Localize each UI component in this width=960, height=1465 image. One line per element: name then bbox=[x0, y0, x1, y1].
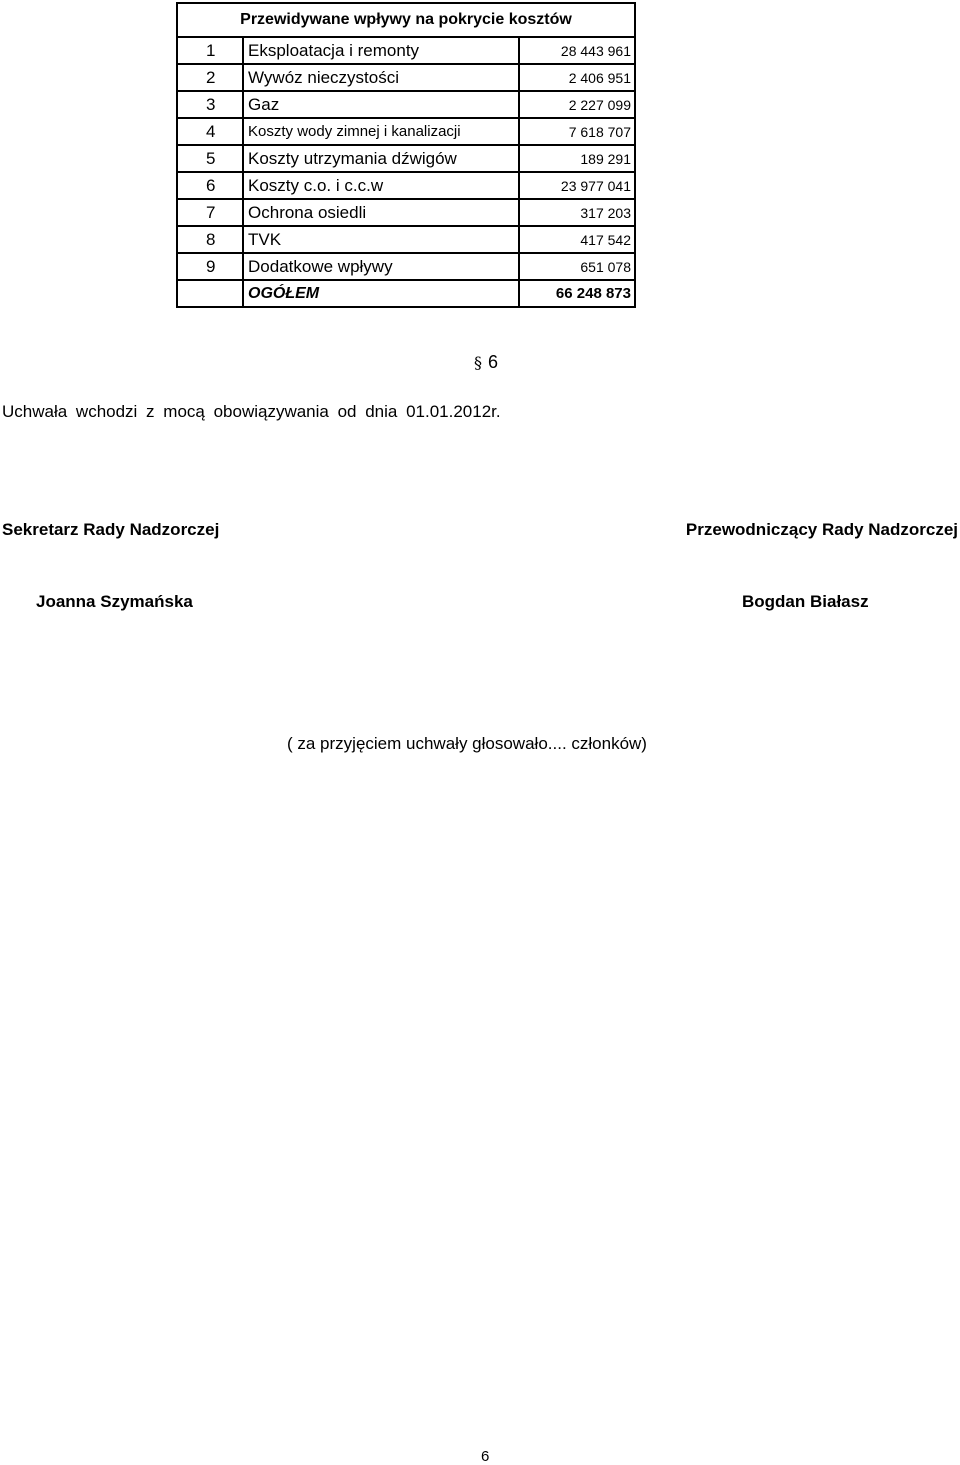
row-value: 651 078 bbox=[519, 253, 635, 280]
row-name: Ochrona osiedli bbox=[243, 199, 519, 226]
row-value: 189 291 bbox=[519, 145, 635, 172]
row-value: 7 618 707 bbox=[519, 118, 635, 145]
secretary-name: Joanna Szymańska bbox=[36, 592, 193, 611]
total-row bbox=[177, 280, 635, 307]
row-name: Koszty c.o. i c.c.w bbox=[243, 172, 519, 199]
table-row bbox=[177, 118, 635, 145]
chairman-name: Bogdan Białasz bbox=[742, 592, 869, 611]
table-title-row bbox=[177, 3, 635, 37]
row-value: 2 406 951 bbox=[519, 64, 635, 91]
vote-note: ( za przyjęciem uchwały głosowało.... członków) bbox=[287, 734, 647, 753]
total-label: OGÓŁEM bbox=[243, 280, 519, 307]
section-heading bbox=[474, 352, 498, 373]
secretary-role: Sekretarz Rady Nadzorczej bbox=[2, 520, 220, 539]
row-name: TVK bbox=[243, 226, 519, 253]
row-name: Eksploatacja i remonty bbox=[243, 37, 519, 64]
table-title: Przewidywane wpływy na pokrycie kosztów bbox=[177, 3, 635, 37]
table-row bbox=[177, 253, 635, 280]
table-row bbox=[177, 199, 635, 226]
row-number: 7 bbox=[177, 199, 243, 226]
chairman-role: Przewodniczący Rady Nadzorczej bbox=[685, 520, 958, 539]
row-number: 5 bbox=[177, 145, 243, 172]
total-value: 66 248 873 bbox=[519, 280, 635, 307]
row-name: Koszty wody zimnej i kanalizacji bbox=[243, 118, 519, 145]
row-number: 1 bbox=[177, 37, 243, 64]
row-name: Dodatkowe wpływy bbox=[243, 253, 519, 280]
row-name: Wywóz nieczystości bbox=[243, 64, 519, 91]
table-row bbox=[177, 145, 635, 172]
row-name: Gaz bbox=[243, 91, 519, 118]
row-value: 417 542 bbox=[519, 226, 635, 253]
row-name: Koszty utrzymania dźwigów bbox=[243, 145, 519, 172]
row-value: 28 443 961 bbox=[519, 37, 635, 64]
row-number: 4 bbox=[177, 118, 243, 145]
row-number: 6 bbox=[177, 172, 243, 199]
row-value: 23 977 041 bbox=[519, 172, 635, 199]
table-row bbox=[177, 37, 635, 64]
table-row bbox=[177, 91, 635, 118]
row-value: 317 203 bbox=[519, 199, 635, 226]
table-row bbox=[177, 172, 635, 199]
table-row bbox=[177, 226, 635, 253]
row-number: 9 bbox=[177, 253, 243, 280]
total-number-cell bbox=[177, 280, 243, 307]
row-number: 8 bbox=[177, 226, 243, 253]
row-number: 3 bbox=[177, 91, 243, 118]
table-row bbox=[177, 64, 635, 91]
row-value: 2 227 099 bbox=[519, 91, 635, 118]
section-number: 6 bbox=[488, 352, 499, 372]
section-sign: § bbox=[474, 353, 482, 372]
resolution-text: Uchwała wchodzi z mocą obowiązywania od dnia 01.01.2012r. bbox=[2, 402, 501, 421]
page-number: 6 bbox=[481, 1448, 490, 1465]
cost-coverage-table bbox=[176, 2, 636, 308]
row-number: 2 bbox=[177, 64, 243, 91]
